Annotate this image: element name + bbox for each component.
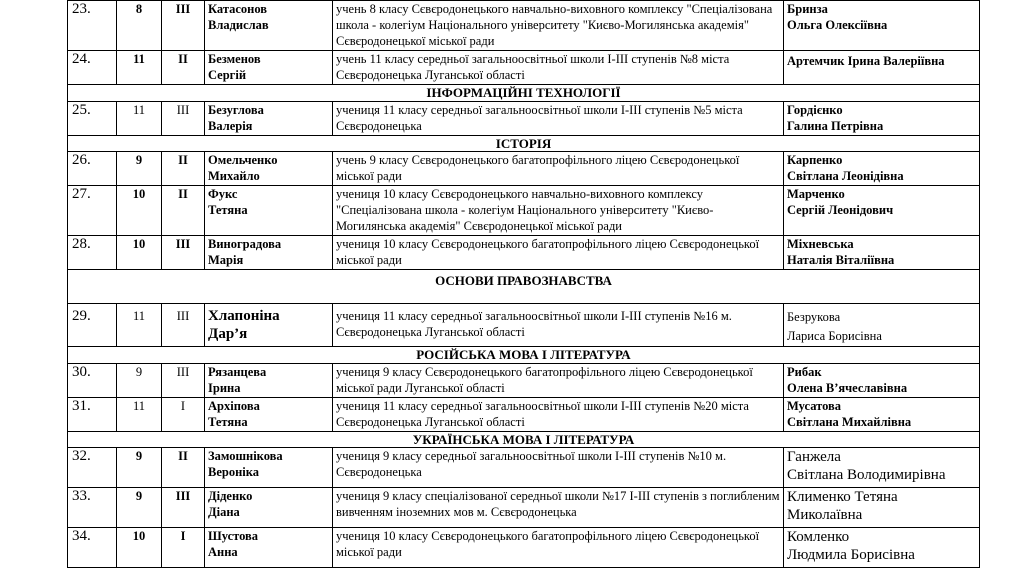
grade: 11 [117, 398, 162, 432]
row-number: 30. [68, 364, 117, 398]
table-row [68, 448, 980, 488]
student-name [205, 186, 333, 236]
student-name [205, 448, 333, 488]
teacher-surname: Бринза [787, 2, 828, 16]
row-number: 25. [68, 102, 117, 136]
school: учениця 11 класу середньої загальноосвітньої школи І-ІІІ ступенів №5 міста Сєвєродонецька [333, 102, 784, 136]
grade: 11 [117, 304, 162, 347]
school: учениця 11 класу середньої загальноосвітньої школи І-ІІІ ступенів №20 міста Сєвєродонецька Луганської області [333, 398, 784, 432]
student-name [205, 304, 333, 347]
row-number: 24. [68, 51, 117, 85]
teacher-surname: Мусатова [787, 399, 842, 413]
student-name [205, 528, 333, 568]
teacher [784, 304, 980, 347]
teacher-names: Ольга Олексіївна [787, 18, 888, 32]
teacher [784, 51, 980, 85]
school: учениця 9 класу середньої загальноосвітньої школи І-ІІІ ступенів №10 м. Сєвєродонецька [333, 448, 784, 488]
row-number: 29. [68, 304, 117, 347]
table-row [68, 398, 980, 432]
first-name: Ірина [208, 381, 241, 395]
student-name [205, 152, 333, 186]
place: II [162, 186, 205, 236]
surname: Рязанцева [208, 365, 267, 379]
place: II [162, 51, 205, 85]
teacher [784, 488, 980, 528]
row-number: 26. [68, 152, 117, 186]
section-header [68, 347, 980, 364]
row-number: 23. [68, 1, 117, 51]
table-row [68, 51, 980, 85]
surname: Діденко [208, 489, 253, 503]
table-row [68, 364, 980, 398]
teacher [784, 236, 980, 270]
teacher [784, 186, 980, 236]
place: III [162, 364, 205, 398]
teacher-surname: Карпенко [787, 153, 843, 167]
first-name: Діана [208, 505, 240, 519]
grade: 9 [117, 364, 162, 398]
place: III [162, 1, 205, 51]
grade: 11 [117, 51, 162, 85]
table-row [68, 102, 980, 136]
grade: 10 [117, 186, 162, 236]
grade: 10 [117, 528, 162, 568]
teacher-names: Світлана Михайлівна [787, 415, 912, 429]
teacher-names: Світлана Володимирівна [787, 467, 946, 483]
student-name [205, 236, 333, 270]
first-name: Дар’я [208, 326, 248, 342]
table-row [68, 528, 980, 568]
surname: Архіпова [208, 399, 260, 413]
teacher-surname: Рибак [787, 365, 822, 379]
school: учениця 9 класу Сєвєродонецького багатопрофільного ліцею Сєвєродонецької міської ради Луганської області [333, 364, 784, 398]
school: учениця 10 класу Сєвєродонецького багатопрофільного ліцею Сєвєродонецької міської ради [333, 236, 784, 270]
student-name [205, 51, 333, 85]
surname: Замошнікова [208, 449, 283, 463]
place: III [162, 488, 205, 528]
first-name: Марія [208, 253, 244, 267]
table-row [68, 488, 980, 528]
section-header [68, 136, 980, 152]
teacher-surname: Артемчик Ірина Валеріївна [787, 54, 945, 68]
grade: 9 [117, 488, 162, 528]
first-name: Валерія [208, 119, 253, 133]
surname: Шустова [208, 529, 259, 543]
place: II [162, 152, 205, 186]
teacher-surname: Марченко [787, 187, 845, 201]
section-header [68, 85, 980, 102]
school: учень 9 класу Сєвєродонецького багатопрофільного ліцею Сєвєродонецької міської ради [333, 152, 784, 186]
grade: 9 [117, 152, 162, 186]
teacher-names: Наталія Віталіївна [787, 253, 895, 267]
teacher-names: Людмила Борисівна [787, 547, 915, 563]
surname: Катасонов [208, 2, 268, 16]
table-row [68, 186, 980, 236]
first-name: Михайло [208, 169, 260, 183]
place: III [162, 102, 205, 136]
results-document [67, 0, 979, 568]
school: учениця 10 класу Сєвєродонецького багатопрофільного ліцею Сєвєродонецької міської ради [333, 528, 784, 568]
row-number: 27. [68, 186, 117, 236]
teacher [784, 1, 980, 51]
teacher [784, 448, 980, 488]
section-title: ІСТОРІЯ [68, 136, 980, 152]
grade: 10 [117, 236, 162, 270]
place: I [162, 398, 205, 432]
teacher-surname: Комленко [787, 529, 850, 545]
place: III [162, 304, 205, 347]
student-name [205, 1, 333, 51]
table-row [68, 236, 980, 270]
first-name: Анна [208, 545, 238, 559]
results-table [67, 0, 980, 568]
row-number: 32. [68, 448, 117, 488]
student-name [205, 364, 333, 398]
table-row [68, 152, 980, 186]
teacher-surname: Безрукова [787, 310, 841, 324]
first-name: Тетяна [208, 203, 248, 217]
student-name [205, 488, 333, 528]
school: учень 11 класу середньої загальноосвітньої школи І-ІІІ ступенів №8 міста Сєвєродонецька Луганської області [333, 51, 784, 85]
teacher-surname: Гордієнко [787, 103, 843, 117]
first-name: Сергій [208, 68, 247, 82]
section-title: ІНФОРМАЦІЙНІ ТЕХНОЛОГІЇ [68, 85, 980, 102]
teacher-names: Галина Петрівна [787, 119, 884, 133]
table-row [68, 304, 980, 347]
teacher [784, 398, 980, 432]
surname: Фукс [208, 187, 238, 201]
teacher-names: Олена В’ячеславівна [787, 381, 908, 395]
teacher [784, 528, 980, 568]
section-header [68, 270, 980, 304]
surname: Омельченко [208, 153, 278, 167]
table-row [68, 1, 980, 51]
teacher-surname: Міхневська [787, 237, 854, 251]
surname: Безменов [208, 52, 261, 66]
teacher [784, 364, 980, 398]
row-number: 33. [68, 488, 117, 528]
teacher-names: Сергій Леонідович [787, 203, 894, 217]
school: учениця 9 класу спеціалізованої середньої школи №17 І-ІІІ ступенів з поглибленим вивченням іноземних мов м. Сєвєродонецька [333, 488, 784, 528]
grade: 11 [117, 102, 162, 136]
teacher-surname: Ганжела [787, 449, 841, 465]
row-number: 31. [68, 398, 117, 432]
place: I [162, 528, 205, 568]
section-title: ОСНОВИ ПРАВОЗНАВСТВА [68, 270, 980, 304]
teacher-names: Лариса Борисівна [787, 329, 882, 343]
teacher [784, 152, 980, 186]
row-number: 34. [68, 528, 117, 568]
section-header [68, 432, 980, 448]
grade: 9 [117, 448, 162, 488]
surname: Хлапоніна [208, 308, 280, 324]
surname: Безуглова [208, 103, 264, 117]
first-name: Тетяна [208, 415, 248, 429]
surname: Виноградова [208, 237, 282, 251]
first-name: Владислав [208, 18, 269, 32]
student-name [205, 102, 333, 136]
teacher-names: Світлана Леонідівна [787, 169, 904, 183]
place: III [162, 236, 205, 270]
place: II [162, 448, 205, 488]
school: учень 8 класу Сєвєродонецького навчально-виховного комплексу "Спеціалізована школа - колегіум Національного університету "Києво-Могилянська академія" Сєвєродонецької міської ради [333, 1, 784, 51]
section-title: УКРАЇНСЬКА МОВА І ЛІТЕРАТУРА [68, 432, 980, 448]
section-title: РОСІЙСЬКА МОВА І ЛІТЕРАТУРА [68, 347, 980, 364]
first-name: Вероніка [208, 465, 260, 479]
teacher-surname: Клименко Тетяна [787, 489, 898, 505]
grade: 8 [117, 1, 162, 51]
row-number: 28. [68, 236, 117, 270]
teacher [784, 102, 980, 136]
school: учениця 11 класу середньої загальноосвітньої школи І-ІІІ ступенів №16 м. Сєвєродонецька Луганської області [333, 304, 784, 347]
student-name [205, 398, 333, 432]
teacher-names: Миколаївна [787, 507, 863, 523]
school: учениця 10 класу Сєвєродонецького навчально-виховного комплексу "Спеціалізована школа - колегіум Національного університету "Києво-Могилянська академія" Сєвєродонецької міської ради [333, 186, 784, 236]
